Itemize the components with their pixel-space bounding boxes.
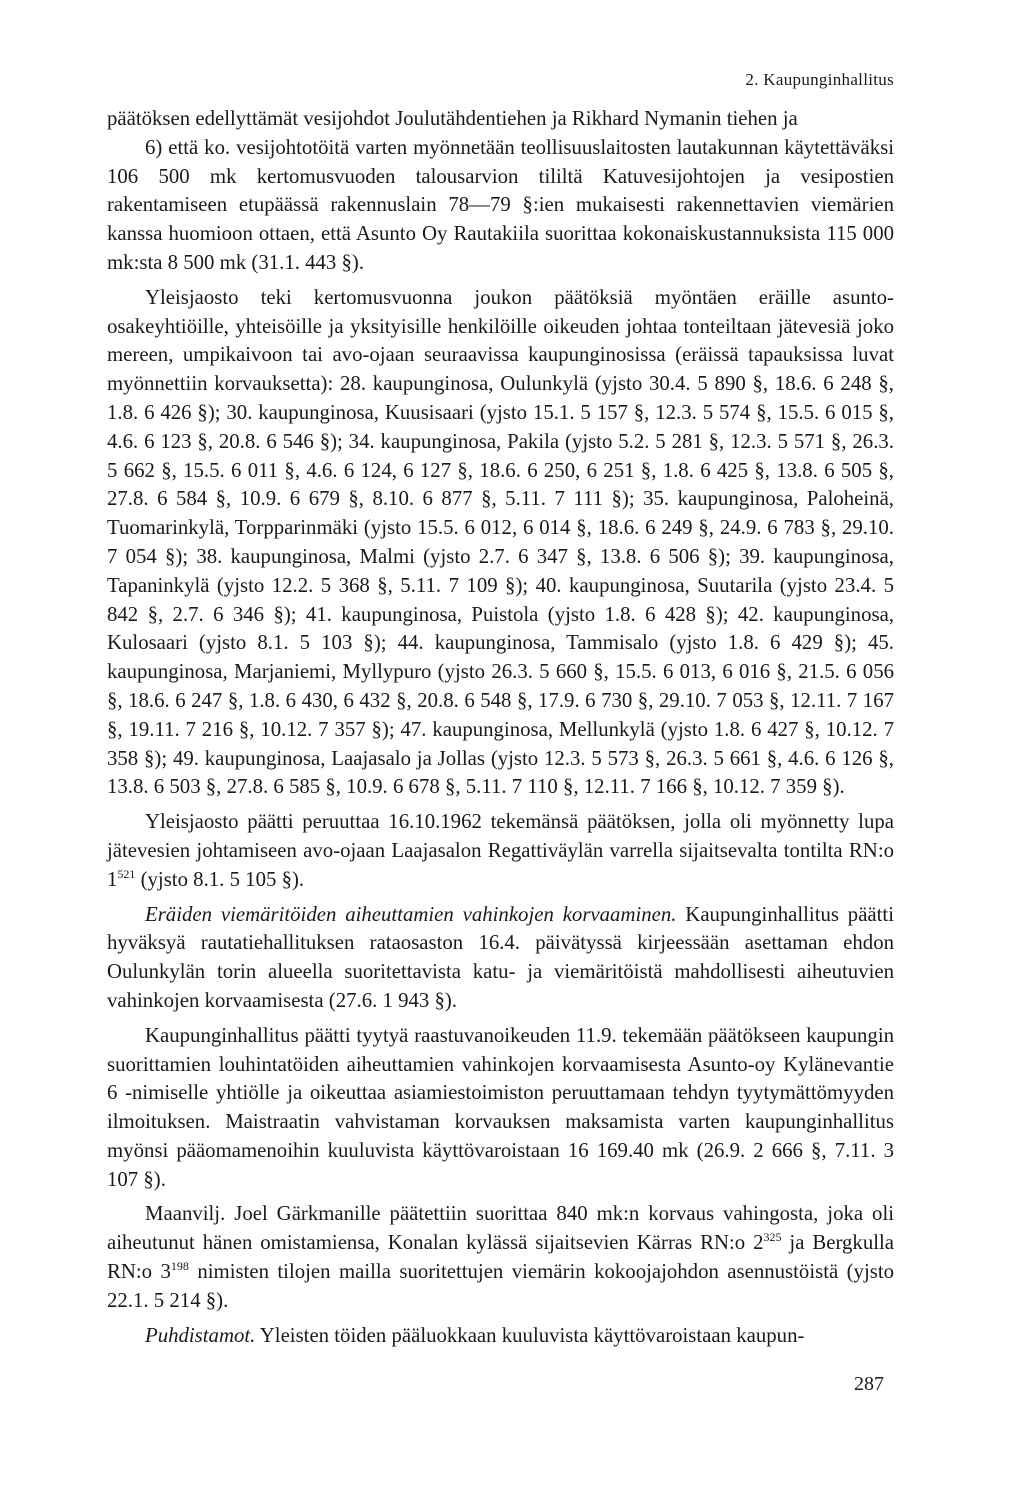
paragraph-damage-compensation bbox=[107, 901, 894, 1016]
page-number: 287 bbox=[854, 1373, 884, 1395]
paragraph-farmer-compensation bbox=[107, 1200, 894, 1315]
p5-text: Kaupunginhallitus päätti hyväksyä rautatiehallituksen rataosaston 16.4. päivätyssä kirjeessään asettaman ehdon Oulunkylän torin alueella suoritettavista katu- ja viemäritöistä mahdollisesti aiheutuvien vahinkojen korvaamisesta (27.6. 1 943 §). bbox=[107, 902, 894, 1012]
p4-superscript: 521 bbox=[117, 866, 136, 881]
p7-text-a: Maanvilj. Joel Gärkmanille päätettiin suorittaa 840 mk:n korvaus vahingosta, joka oli aiheutunut hänen omistamiensa, Konalan kylässä sijaitsevien Kärras RN:o 2 bbox=[107, 1202, 894, 1255]
body-text bbox=[107, 105, 894, 1350]
running-header: 2. Kaupunginhallitus bbox=[745, 70, 894, 89]
p4-text-b: (yjsto 8.1. 5 105 §). bbox=[135, 867, 305, 891]
paragraph-court-decision: Kaupunginhallitus päätti tyytyä raastuvanoikeuden 11.9. tekemään päätökseen kaupungin suorittamien louhintatöiden aiheuttamien vahinkojen korvaamisesta Asunto-oy Kylänevantie 6 -nimiselle yhtiölle ja oikeuttaa asiamiestoimiston peruuttamaan tehdyn tyytymättömyyden ilmoituksen. Maistraatin vahvistaman korvauksen maksamista varten kaupunginhallitus myönsi pääomamenoihin kuuluvista käyttövaroistaan 16 169.40 mk (26.9. 2 666 §, 7.11. 3 107 §). bbox=[107, 1023, 894, 1191]
paragraph-treatment-plants bbox=[107, 1322, 894, 1351]
p7-text-b: ja Bergkulla RN:o 3 bbox=[107, 1231, 895, 1284]
section-heading-damages: Eräiden viemäritöiden aiheuttamien vahinkojen korvaaminen. bbox=[145, 902, 677, 926]
p7-superscript-1: 325 bbox=[763, 1230, 782, 1245]
paragraph-item-6: 6) että ko. vesijohtotöitä varten myönnetään teollisuuslaitosten lautakunnan käytettäväksi 106 500 mk kertomusvuoden talousarvion tililtä Katuvesijohtojen ja vesipostien rakentamiseen etupäässä rakennuslain 78—79 §:ien mukaisesti rakennettavien viemärien kanssa huomioon ottaen, että Asunto Oy Rautakiila suorittaa kokonaiskustannuksista 115 000 mk:sta 8 500 mk (31.1. 443 §). bbox=[107, 135, 894, 274]
section-heading-treatment-plants: Puhdistamot. bbox=[145, 1323, 256, 1347]
p7-text-c: nimisten tilojen mailla suoritettujen viemärin kokoojajohdon asennustöistä (yjsto 22.1. 5 214 §). bbox=[107, 1260, 894, 1312]
paragraph-permit-revocation bbox=[107, 808, 894, 894]
p8-text: Yleisten töiden pääluokkaan kuuluvista käyttövaroistaan kaupun- bbox=[255, 1323, 805, 1347]
p4-text-a: Yleisjaosto päätti peruuttaa 16.10.1962 tekemänsä päätöksen, jolla oli myönnetty lupa jätevesien johtamiseen avo-ojaan Laajasalon Regattiväylän varrella sijaitsevalta tontilta RN:o 1 bbox=[107, 810, 894, 891]
paragraph-continuation: päätöksen edellyttämät vesijohdot Joulutähdentiehen ja Rikhard Nymanin tiehen ja bbox=[107, 107, 798, 130]
p7-superscript-2: 198 bbox=[170, 1259, 189, 1274]
paragraph-wastewater-permits: Yleisjaosto teki kertomusvuonna joukon päätöksiä myöntäen eräille asunto-osakeyhtiöille, yhteisöille ja yksityisille henkilöille oikeuden johtaa tonteiltaan jätevesiä joko mereen, umpikaivoon tai avo-ojaan seuraavissa kaupunginosissa (eräissä tapauksissa luvat myönnettiin korvauksetta): 28. kaupunginosa, Oulunkylä (yjsto 30.4. 5 890 §, 18.6. 6 248 §, 1.8. 6 426 §); 30. kaupunginosa, Kuusisaari (yjsto 15.1. 5 157 §, 12.3. 5 574 §, 15.5. 6 015 §, 4.6. 6 123 §, 20.8. 6 546 §); 34. kaupunginosa, Pakila (yjsto 5.2. 5 281 §, 12.3. 5 571 §, 26.3. 5 662 §, 15.5. 6 011 §, 4.6. 6 124, 6 127 §, 18.6. 6 250, 6 251 §, 1.8. 6 425 §, 13.8. 6 505 §, 27.8. 6 584 §, 10.9. 6 679 §, 8.10. 6 877 §, 5.11. 7 111 §); 35. kaupunginosa, Paloheinä, Tuomarinkylä, Torpparinmäki (yjsto 15.5. 6 012, 6 014 §, 18.6. 6 249 §, 24.9. 6 783 §, 29.10. 7 054 §); 38. kaupunginosa, Malmi (yjsto 2.7. 6 347 §, 13.8. 6 506 §); 39. kaupunginosa, Tapaninkylä (yjsto 12.2. 5 368 §, 5.11. 7 109 §); 40. kaupunginosa, Suutarila (yjsto 23.4. 5 842 §, 2.7. 6 346 §); 41. kaupunginosa, Puistola (yjsto 1.8. 6 428 §); 42. kaupunginosa, Kulosaari (yjsto 8.1. 5 103 §); 44. kaupunginosa, Tammisalo (yjsto 1.8. 6 429 §); 45. kaupunginosa, Marjaniemi, Myllypuro (yjsto 26.3. 5 660 §, 15.5. 6 013, 6 016 §, 21.5. 6 056 §, 18.6. 6 247 §, 1.8. 6 430, 6 432 §, 20.8. 6 548 §, 17.9. 6 730 §, 29.10. 7 053 §, 12.11. 7 167 §, 19.11. 7 216 §, 10.12. 7 357 §); 47. kaupunginosa, Mellunkylä (yjsto 1.8. 6 427 §, 10.12. 7 358 §); 49. kaupunginosa, Laajasalo ja Jollas (yjsto 12.3. 5 573 §, 26.3. 5 661 §, 4.6. 6 126 §, 13.8. 6 503 §, 27.8. 6 585 §, 10.9. 6 678 §, 5.11. 7 110 §, 12.11. 7 166 §, 10.12. 7 359 §). bbox=[107, 285, 894, 799]
